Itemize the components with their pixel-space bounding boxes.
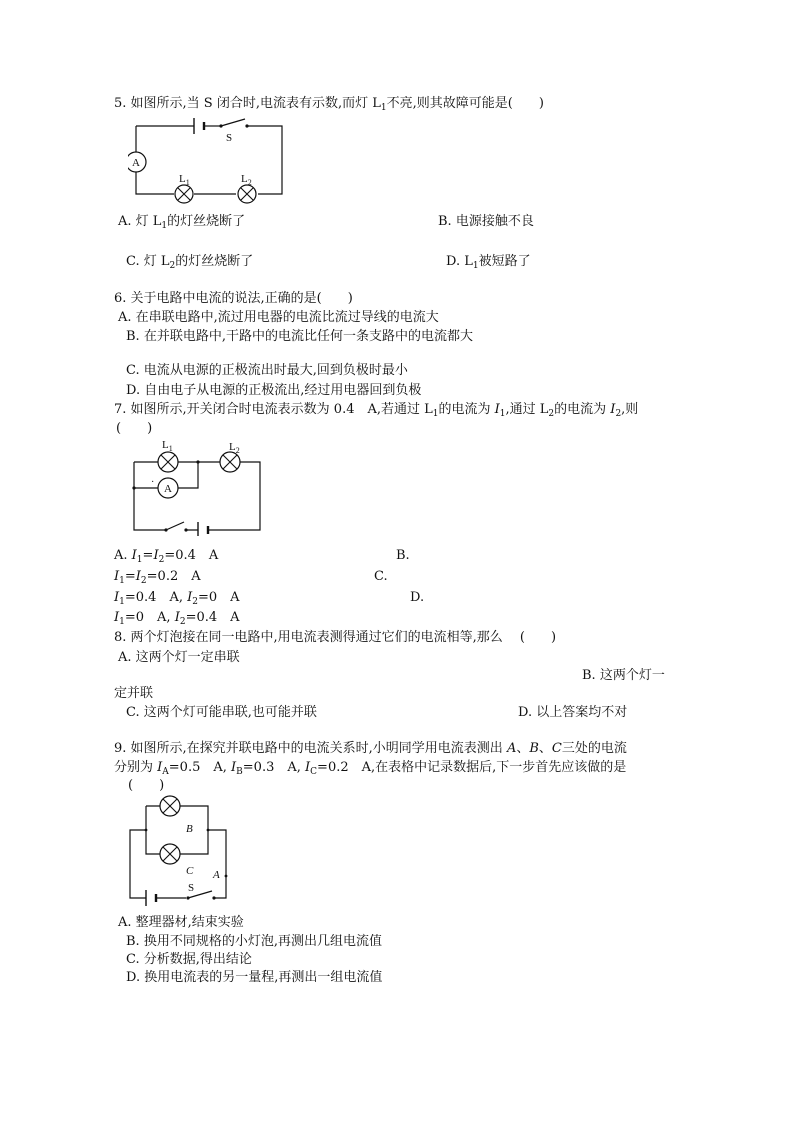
q5-option-b[interactable]: B. 电源接触不良: [438, 214, 534, 229]
q7-option-d-label[interactable]: D.: [410, 590, 425, 605]
q8-option-b-cont: 定并联: [114, 686, 154, 701]
q5-option-d[interactable]: D. $L_1$被短路了: [446, 254, 531, 271]
q5-circuit-diagram: [128, 112, 288, 204]
q7-stem-paren: ( ): [116, 421, 153, 436]
q9-point-a-label: A: [213, 869, 220, 881]
q9-point-c-label: C: [186, 865, 194, 877]
q7-stem: 7. 如图所示,开关闭合时电流表示数为 0.4 A,若通过 $L_1$的电流为 $I_1$,通过 $L_2$的电流为 $I_2$,则: [114, 402, 639, 419]
q7-option-c-line[interactable]: $I_1=0.4$ A, $I_2=0$ A: [114, 590, 240, 607]
q5-option-c[interactable]: C. 灯 $L_2$的灯丝烧断了: [126, 254, 254, 271]
q9-option-d[interactable]: D. 换用电流表的另一量程,再测出一组电流值: [126, 970, 383, 985]
q9-option-b[interactable]: B. 换用不同规格的小灯泡,再测出几组电流值: [126, 934, 382, 949]
q7-circuit-diagram: [126, 438, 266, 536]
q7-lamp-l2-label: $L_2$: [229, 441, 240, 455]
q5-switch-blade: [221, 119, 245, 126]
q7-lamp-l1-label: $L_1$: [162, 439, 173, 453]
q7-option-c-label[interactable]: C.: [374, 569, 388, 584]
q6-option-c[interactable]: C. 电流从电源的正极流出时最大,回到负极时最小: [126, 363, 408, 378]
q6-option-d[interactable]: D. 自由电子从电源的正极流出,经过用电器回到负极: [126, 383, 422, 398]
q8-option-d[interactable]: D. 以上答案均不对: [518, 705, 628, 720]
q5-stem: 5. 如图所示,当 S 闭合时,电流表有示数,而灯 $L_1$不亮,则其故障可能是( ): [114, 96, 544, 113]
q5-lamp-l1-label: $L_1$: [179, 173, 190, 187]
q9-circuit-diagram: [124, 794, 236, 906]
q7-lamp-l1: [158, 452, 178, 472]
q6-option-a[interactable]: A. 在串联电路中,流过用电器的电流比流过导线的电流大: [118, 310, 439, 325]
q5-wire-top-right: [248, 126, 282, 194]
q9-option-c[interactable]: C. 分析数据,得出结论: [126, 952, 252, 967]
q7-ammeter-label: A: [164, 483, 172, 495]
q9-stem-line1: 9. 如图所示,在探究并联电路中的电流关系时,小明同学用电流表测出 A、B、C三处的电流: [114, 741, 627, 756]
q5-switch-label: S: [226, 132, 233, 144]
q6-stem: 6. 关于电路中电流的说法,正确的是( ): [114, 291, 353, 306]
q9-option-a[interactable]: A. 整理器材,结束实验: [118, 915, 244, 930]
q7-option-d-line[interactable]: $I_1=0$ A, $I_2=0.4$ A: [114, 610, 240, 627]
q8-stem: 8. 两个灯泡接在同一电路中,用电流表测得通过它们的电流相等,那么 ( ): [114, 630, 557, 645]
q5-lamp-l1: [175, 185, 193, 203]
q9-point-b-label: B: [186, 823, 193, 835]
svg-text:·: ·: [151, 477, 155, 488]
q9-lamp-lower: [160, 844, 180, 864]
q5-lamp-l2: [238, 185, 256, 203]
q5-option-a[interactable]: A. 灯 $L_1$的灯丝烧断了: [118, 214, 246, 231]
q7-option-a-line1[interactable]: A. $I_1=I_2=0.4$ A: [114, 548, 219, 565]
q5-ammeter-label: A: [132, 157, 140, 169]
q9-stem-line2: 分别为 $I_A=0.5$ A, $I_B=0.3$ A, $I_C=0.2$ A,在表格中记录数据后,下一步首先应该做的是: [114, 760, 627, 777]
q7-lamp-l2: [220, 452, 240, 472]
q8-option-c[interactable]: C. 这两个灯可能串联,也可能并联: [126, 705, 317, 720]
q9-lamp-upper: [160, 796, 180, 816]
q9-wire-main: [130, 830, 226, 898]
q7-switch-blade: [166, 522, 184, 530]
q9-switch-label: S: [188, 882, 195, 894]
q6-option-b[interactable]: B. 在并联电路中,干路中的电流比任何一条支路中的电流都大: [126, 329, 473, 344]
q8-option-a[interactable]: A. 这两个灯一定串联: [118, 650, 240, 665]
q5-lamp-l2-label: $L_2$: [241, 173, 252, 187]
q7-option-b-line[interactable]: $I_1=I_2=0.2$ A: [114, 569, 201, 586]
q9-stem-paren: ( ): [128, 778, 165, 793]
q7-wire-outer: [134, 462, 260, 530]
q7-option-b-label[interactable]: B.: [396, 548, 410, 563]
q8-option-b[interactable]: B. 这两个灯一: [582, 668, 665, 683]
